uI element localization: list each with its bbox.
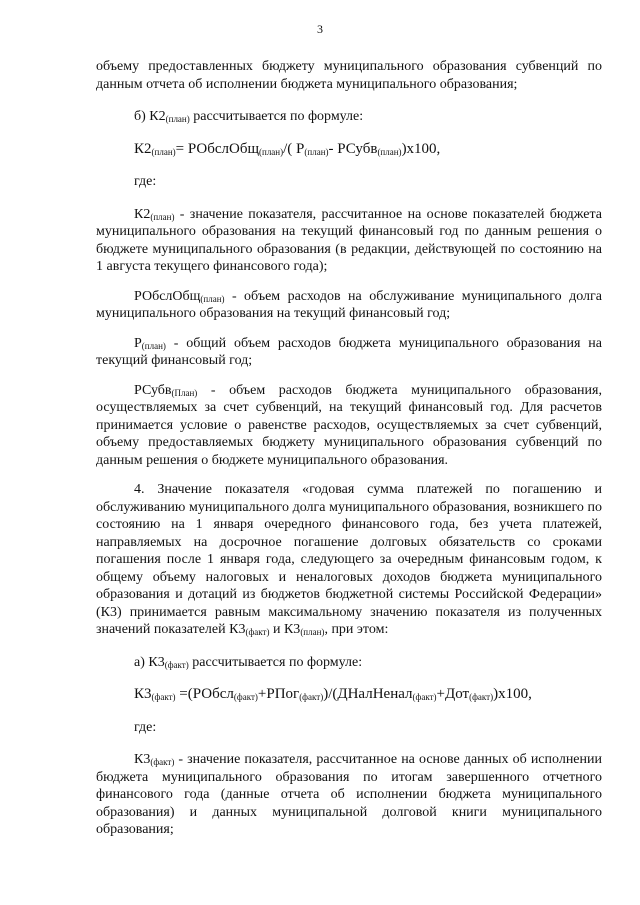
paragraph-rsubv-definition: РСубв$_{(План)}$ - объем расходов бюджета муниципального образования, осуществляемых за счет субвенций, на текущий финансовый год. Для расчетов принимается условие о равенстве расходов, осуществляемых за счет субвенций, объему предоставляемых бюджету муниципального образования субвенций по данным решения о бюджете муниципального образования. [96, 382, 602, 468]
paragraph-k2-heading: б) $К2_{(план)}$ рассчитывается по формуле: [134, 109, 364, 124]
paragraph-k2-definition: $К2_{(план)}$ - значение показателя, рассчитанное на основе показателей бюджета муниципального образования на текущий финансовый год по данным решения о бюджете муниципального образования (в редакции, действующей по состоянию на 1 августа текущего финансового года); [96, 206, 602, 274]
where-label-1: где: [134, 174, 157, 189]
document-body [96, 58, 602, 839]
paragraph-robslobsch-definition: РОбслОбщ$_{(план)}$ - объем расходов на обслуживание муниципального долга муниципального образования на текущий финансовый год; [96, 288, 602, 321]
paragraph-k3-definition: $К3_{(факт)}$ - значение показателя, рассчитанное на основе данных об исполнении бюджета муниципального образования по итогам завершенного отчетного финансового года (данные отчета об исполнении бюджета муниципального образования) и данных муниципальной долговой книги муниципального образования; [96, 752, 602, 837]
paragraph-k3-section: 4. Значение показателя «годовая сумма платежей по погашению и обслуживанию муниципального долга муниципального образования, возникшего по состоянию на 1 января очередного финансового года, без учета платежей, направляемых на досрочное погашение долговых обязательств со сроками погашения после 1 января года, следующего за очередным финансовым годом, к общему объему налоговых и неналоговых доходов бюджета муниципального образования и дотаций из бюджетов бюджетной системы Российской Федерации» (К3) принимается равным максимальному значению показателя из полученных значений показателей $К3_{(факт)}$ и $К3_{(план)}$, при этом: [96, 482, 602, 637]
paragraph-subventions: объему предоставленных бюджету муниципального образования субвенций по данным отчета об исполнении бюджета муниципального образования; [96, 59, 602, 92]
page-number: 3 [317, 22, 323, 36]
formula-k2: $К2_{(план)}=$ РОбслОбщ$_{(план)}$/( $Р_{(план)}-$ РСубв$_{(план)}$)х100, [134, 140, 441, 157]
where-label-2: где: [134, 719, 157, 735]
paragraph-k3-heading: а) $К3_{(факт)}$ рассчитывается по формуле: [134, 654, 363, 670]
formula-k3: $К3_{(факт)}$ =(РОбсл$_{(факт)}$+РПог$_{(факт)}$)/(ДНалНенал$_{(факт)}$+Дот$_{(факт)}$)х100, [134, 686, 532, 702]
paragraph-r-definition: $Р_{(план)}$ - общий объем расходов бюджета муниципального образования на текущий финансовый год; [96, 335, 602, 368]
